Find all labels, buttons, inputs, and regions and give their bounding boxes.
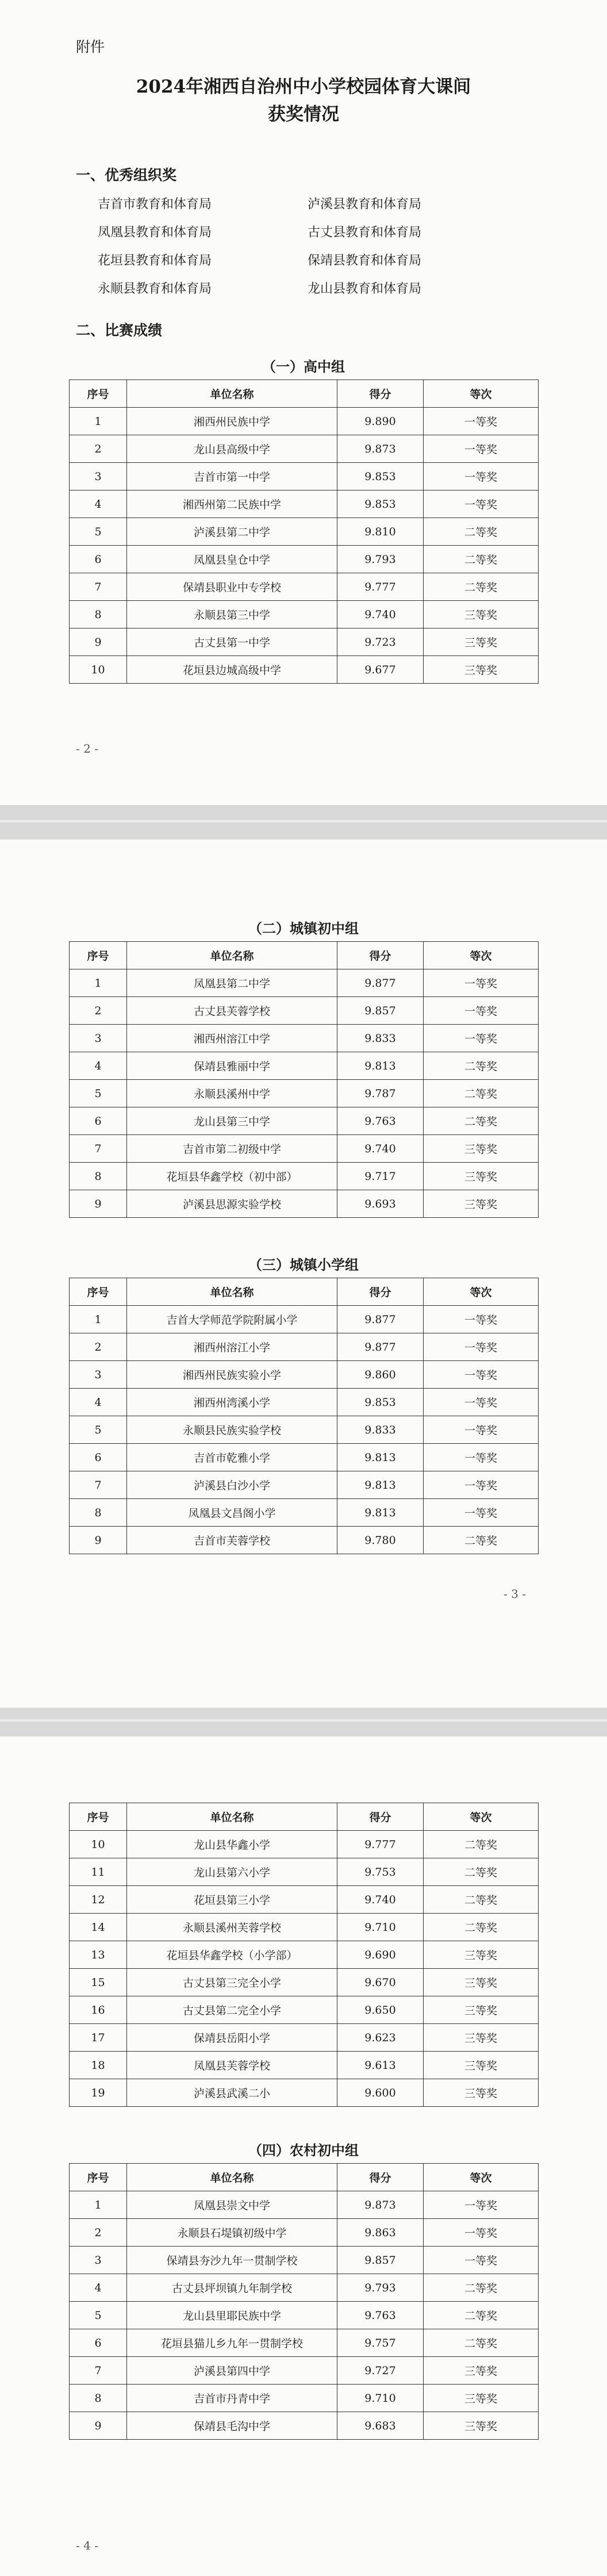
cell-no: 7	[70, 1471, 127, 1499]
cell-score: 9.860	[337, 1361, 424, 1389]
cell-no: 18	[70, 2052, 127, 2079]
cell-no: 10	[70, 1831, 127, 1858]
cell-name: 龙山县第三中学	[127, 1107, 337, 1135]
cell-award: 二等奖	[424, 2302, 539, 2329]
cell-name: 凤凰县芙蓉学校	[127, 2052, 337, 2079]
cell-no: 4	[70, 1052, 127, 1080]
table-row	[70, 1996, 539, 2024]
cell-score: 9.683	[337, 2412, 424, 2440]
cell-award: 二等奖	[424, 1886, 539, 1914]
cell-name: 永顺县石堤镇初级中学	[127, 2219, 337, 2247]
table-row	[70, 601, 539, 628]
cell-no: 13	[70, 1941, 127, 1969]
cell-award: 三等奖	[424, 1996, 539, 2024]
cell-no: 9	[70, 1527, 127, 1554]
header-award: 等次	[424, 380, 539, 408]
table-row	[70, 435, 539, 463]
cell-name: 湘西州溶江小学	[127, 1333, 337, 1361]
cell-score: 9.777	[337, 1831, 424, 1858]
cell-award: 一等奖	[424, 2191, 539, 2219]
table-row	[70, 2247, 539, 2274]
cell-no: 11	[70, 1858, 127, 1886]
cell-score: 9.723	[337, 628, 424, 656]
cell-no: 6	[70, 546, 127, 573]
cell-score: 9.813	[337, 1052, 424, 1080]
cell-no: 4	[70, 490, 127, 518]
table-row	[70, 628, 539, 656]
cell-score: 9.777	[337, 573, 424, 601]
header-score: 得分	[337, 2164, 424, 2191]
header-award: 等次	[424, 1803, 539, 1831]
cell-award: 二等奖	[424, 1080, 539, 1107]
cell-award: 二等奖	[424, 546, 539, 573]
cell-award: 一等奖	[424, 1499, 539, 1527]
cell-award: 一等奖	[424, 2219, 539, 2247]
cell-no: 4	[70, 1389, 127, 1416]
cell-no: 4	[70, 2274, 127, 2302]
cell-name: 凤凰县第二中学	[127, 969, 337, 997]
cell-name: 吉首市芙蓉学校	[127, 1527, 337, 1554]
cell-award: 三等奖	[424, 1163, 539, 1190]
cell-no: 6	[70, 2329, 127, 2357]
caption-town-junior: （二）城镇初中组	[248, 920, 359, 937]
table-row	[70, 1941, 539, 1969]
cell-name: 龙山县高级中学	[127, 435, 337, 463]
cell-name: 永顺县溪州芙蓉学校	[127, 1914, 337, 1941]
header-name: 单位名称	[127, 942, 337, 969]
table-row	[70, 1416, 539, 1444]
page-separator	[0, 820, 607, 822]
cell-name: 花垣县猫儿乡九年一贯制学校	[127, 2329, 337, 2357]
cell-no: 3	[70, 1361, 127, 1389]
cell-name: 吉首市第一中学	[127, 463, 337, 490]
header-score: 得分	[337, 380, 424, 408]
cell-no: 2	[70, 2219, 127, 2247]
table-row	[70, 1306, 539, 1333]
caption-rural-junior: （四）农村初中组	[248, 2142, 359, 2159]
header-no: 序号	[70, 942, 127, 969]
cell-score: 9.600	[337, 2079, 424, 2107]
table-town-junior	[69, 941, 539, 1218]
cell-name: 泸溪县第四中学	[127, 2357, 337, 2385]
cell-score: 9.857	[337, 997, 424, 1025]
cell-name: 泸溪县思源实验学校	[127, 1190, 337, 1218]
cell-award: 三等奖	[424, 628, 539, 656]
cell-score: 9.757	[337, 2329, 424, 2357]
cell-award: 三等奖	[424, 2357, 539, 2385]
header-name: 单位名称	[127, 1803, 337, 1831]
cell-score: 9.623	[337, 2024, 424, 2052]
table-header-row	[70, 1278, 539, 1306]
org-item: 花垣县教育和体育局	[98, 254, 212, 268]
cell-award: 一等奖	[424, 1416, 539, 1444]
table-town-primary-continued	[69, 1803, 539, 2107]
cell-name: 保靖县毛沟中学	[127, 2412, 337, 2440]
cell-no: 6	[70, 1444, 127, 1471]
cell-name: 古丈县第三完全小学	[127, 1969, 337, 1996]
cell-no: 3	[70, 463, 127, 490]
cell-award: 三等奖	[424, 2412, 539, 2440]
table-row	[70, 656, 539, 684]
org-item: 吉首市教育和体育局	[98, 197, 212, 212]
cell-score: 9.873	[337, 435, 424, 463]
table-header-row	[70, 1803, 539, 1831]
cell-score: 9.813	[337, 1499, 424, 1527]
cell-name: 花垣县边城高级中学	[127, 656, 337, 684]
table-row	[70, 408, 539, 435]
cell-score: 9.650	[337, 1996, 424, 2024]
cell-name: 凤凰县文昌阁小学	[127, 1499, 337, 1527]
cell-award: 一等奖	[424, 1361, 539, 1389]
cell-no: 7	[70, 2357, 127, 2385]
attachment-label: 附件	[76, 39, 105, 55]
cell-no: 9	[70, 628, 127, 656]
caption-town-primary: （三）城镇小学组	[248, 1256, 359, 1273]
cell-no: 5	[70, 518, 127, 546]
org-item: 保靖县教育和体育局	[308, 254, 422, 268]
header-award: 等次	[424, 1278, 539, 1306]
table-rural-junior	[69, 2163, 539, 2440]
cell-name: 凤凰县皇仓中学	[127, 546, 337, 573]
cell-score: 9.833	[337, 1416, 424, 1444]
cell-score: 9.763	[337, 2302, 424, 2329]
cell-award: 二等奖	[424, 1831, 539, 1858]
cell-score: 9.890	[337, 408, 424, 435]
cell-award: 一等奖	[424, 1025, 539, 1052]
cell-no: 14	[70, 1914, 127, 1941]
cell-no: 2	[70, 1333, 127, 1361]
cell-name: 花垣县华鑫学校（初中部）	[127, 1163, 337, 1190]
page-number: - 4 -	[76, 2539, 98, 2552]
cell-no: 12	[70, 1886, 127, 1914]
table-town-primary	[69, 1278, 539, 1554]
org-award-list	[98, 194, 428, 297]
cell-name: 永顺县第三中学	[127, 601, 337, 628]
cell-award: 二等奖	[424, 2329, 539, 2357]
table-row	[70, 1914, 539, 1941]
cell-name: 保靖县雅丽中学	[127, 1052, 337, 1080]
cell-award: 一等奖	[424, 1444, 539, 1471]
table-row	[70, 1499, 539, 1527]
table-row	[70, 1969, 539, 1996]
page-2	[0, 839, 607, 1708]
cell-name: 吉首市第二初级中学	[127, 1135, 337, 1163]
cell-score: 9.710	[337, 2385, 424, 2412]
cell-award: 二等奖	[424, 1914, 539, 1941]
cell-name: 古丈县第二完全小学	[127, 1996, 337, 2024]
cell-award: 二等奖	[424, 2274, 539, 2302]
cell-name: 花垣县华鑫学校（小学部）	[127, 1941, 337, 1969]
cell-award: 一等奖	[424, 1333, 539, 1361]
cell-score: 9.863	[337, 2219, 424, 2247]
cell-award: 二等奖	[424, 518, 539, 546]
table-row	[70, 2219, 539, 2247]
cell-score: 9.710	[337, 1914, 424, 1941]
header-no: 序号	[70, 1803, 127, 1831]
cell-score: 9.813	[337, 1444, 424, 1471]
cell-award: 一等奖	[424, 1471, 539, 1499]
page-number: - 2 -	[76, 742, 98, 756]
org-item: 永顺县教育和体育局	[98, 282, 212, 296]
cell-no: 7	[70, 1135, 127, 1163]
cell-no: 8	[70, 1499, 127, 1527]
header-no: 序号	[70, 2164, 127, 2191]
header-name: 单位名称	[127, 1278, 337, 1306]
cell-score: 9.877	[337, 1306, 424, 1333]
cell-name: 泸溪县武溪二小	[127, 2079, 337, 2107]
cell-score: 9.813	[337, 1471, 424, 1499]
cell-award: 三等奖	[424, 1190, 539, 1218]
cell-no: 3	[70, 1025, 127, 1052]
cell-name: 永顺县溪州中学	[127, 1080, 337, 1107]
cell-award: 二等奖	[424, 1052, 539, 1080]
cell-award: 一等奖	[424, 408, 539, 435]
cell-name: 泸溪县白沙小学	[127, 1471, 337, 1499]
table-row	[70, 490, 539, 518]
cell-name: 古丈县芙蓉学校	[127, 997, 337, 1025]
cell-name: 古丈县第一中学	[127, 628, 337, 656]
table-row	[70, 1361, 539, 1389]
cell-award: 一等奖	[424, 1306, 539, 1333]
cell-score: 9.727	[337, 2357, 424, 2385]
cell-score: 9.833	[337, 1025, 424, 1052]
cell-no: 2	[70, 997, 127, 1025]
cell-award: 一等奖	[424, 997, 539, 1025]
table-header-row	[70, 2164, 539, 2191]
cell-award: 一等奖	[424, 435, 539, 463]
cell-score: 9.853	[337, 463, 424, 490]
cell-award: 一等奖	[424, 2247, 539, 2274]
cell-score: 9.753	[337, 1858, 424, 1886]
header-award: 等次	[424, 942, 539, 969]
table-high-school	[69, 379, 539, 684]
cell-score: 9.873	[337, 2191, 424, 2219]
table-row	[70, 1886, 539, 1914]
cell-award: 二等奖	[424, 1858, 539, 1886]
cell-no: 7	[70, 573, 127, 601]
cell-name: 湘西州民族中学	[127, 408, 337, 435]
cell-name: 凤凰县崇文中学	[127, 2191, 337, 2219]
cell-award: 三等奖	[424, 2052, 539, 2079]
cell-name: 龙山县华鑫小学	[127, 1831, 337, 1858]
cell-score: 9.853	[337, 490, 424, 518]
cell-award: 三等奖	[424, 1135, 539, 1163]
cell-name: 龙山县第六小学	[127, 1858, 337, 1886]
cell-no: 9	[70, 2412, 127, 2440]
cell-name: 保靖县夯沙九年一贯制学校	[127, 2247, 337, 2274]
cell-award: 一等奖	[424, 1389, 539, 1416]
cell-no: 8	[70, 2385, 127, 2412]
cell-score: 9.787	[337, 1080, 424, 1107]
table-row	[70, 2412, 539, 2440]
table-row	[70, 2329, 539, 2357]
cell-award: 三等奖	[424, 1941, 539, 1969]
header-no: 序号	[70, 380, 127, 408]
cell-name: 泸溪县第二中学	[127, 518, 337, 546]
cell-award: 二等奖	[424, 1107, 539, 1135]
cell-score: 9.780	[337, 1527, 424, 1554]
table-row	[70, 1527, 539, 1554]
cell-name: 吉首市乾雅小学	[127, 1444, 337, 1471]
cell-award: 一等奖	[424, 463, 539, 490]
cell-award: 一等奖	[424, 490, 539, 518]
cell-score: 9.857	[337, 2247, 424, 2274]
page-1	[0, 0, 607, 805]
cell-name: 湘西州第二民族中学	[127, 490, 337, 518]
table-row	[70, 2357, 539, 2385]
table-row	[70, 1333, 539, 1361]
cell-score: 9.853	[337, 1389, 424, 1416]
header-name: 单位名称	[127, 2164, 337, 2191]
page-separator	[0, 1719, 607, 1722]
cell-score: 9.717	[337, 1163, 424, 1190]
table-row	[70, 2024, 539, 2052]
section-heading-results: 二、比赛成绩	[76, 322, 163, 339]
table-row	[70, 1389, 539, 1416]
table-row	[70, 1107, 539, 1135]
org-item: 泸溪县教育和体育局	[308, 197, 422, 212]
table-row	[70, 1471, 539, 1499]
cell-name: 吉首大学师范学院附属小学	[127, 1306, 337, 1333]
org-item: 古丈县教育和体育局	[308, 225, 422, 240]
cell-score: 9.810	[337, 518, 424, 546]
page-number: - 3 -	[504, 1587, 526, 1601]
cell-score: 9.740	[337, 1135, 424, 1163]
cell-award: 三等奖	[424, 2385, 539, 2412]
cell-no: 6	[70, 1107, 127, 1135]
cell-award: 三等奖	[424, 2024, 539, 2052]
table-row	[70, 2302, 539, 2329]
cell-no: 1	[70, 408, 127, 435]
header-no: 序号	[70, 1278, 127, 1306]
header-score: 得分	[337, 1278, 424, 1306]
cell-award: 三等奖	[424, 656, 539, 684]
table-row	[70, 1025, 539, 1052]
table-row	[70, 1858, 539, 1886]
cell-no: 15	[70, 1969, 127, 1996]
table-header-row	[70, 942, 539, 969]
cell-no: 5	[70, 1080, 127, 1107]
header-name: 单位名称	[127, 380, 337, 408]
cell-no: 10	[70, 656, 127, 684]
cell-name: 湘西州湾溪小学	[127, 1389, 337, 1416]
cell-name: 吉首市丹青中学	[127, 2385, 337, 2412]
cell-award: 三等奖	[424, 1969, 539, 1996]
cell-no: 5	[70, 1416, 127, 1444]
cell-name: 永顺县民族实验学校	[127, 1416, 337, 1444]
table-row	[70, 2191, 539, 2219]
cell-score: 9.670	[337, 1969, 424, 1996]
cell-name: 保靖县职业中专学校	[127, 573, 337, 601]
table-row	[70, 1190, 539, 1218]
table-row	[70, 518, 539, 546]
cell-award: 三等奖	[424, 2079, 539, 2107]
cell-score: 9.613	[337, 2052, 424, 2079]
cell-no: 1	[70, 2191, 127, 2219]
cell-no: 9	[70, 1190, 127, 1218]
cell-no: 1	[70, 969, 127, 997]
table-row	[70, 2052, 539, 2079]
table-row	[70, 1135, 539, 1163]
cell-score: 9.677	[337, 656, 424, 684]
cell-name: 花垣县第三小学	[127, 1886, 337, 1914]
cell-award: 二等奖	[424, 573, 539, 601]
table-row	[70, 1831, 539, 1858]
table-row	[70, 463, 539, 490]
cell-score: 9.693	[337, 1190, 424, 1218]
cell-award: 二等奖	[424, 1527, 539, 1554]
header-award: 等次	[424, 2164, 539, 2191]
header-score: 得分	[337, 1803, 424, 1831]
section-heading-org-award: 一、优秀组织奖	[76, 167, 177, 183]
table-row	[70, 1052, 539, 1080]
cell-score: 9.877	[337, 969, 424, 997]
caption-high-school: （一）高中组	[262, 358, 345, 375]
cell-name: 湘西州民族实验小学	[127, 1361, 337, 1389]
cell-award: 三等奖	[424, 601, 539, 628]
table-row	[70, 969, 539, 997]
cell-no: 2	[70, 435, 127, 463]
table-row	[70, 573, 539, 601]
cell-no: 5	[70, 2302, 127, 2329]
document-title-line2: 获奖情况	[268, 104, 339, 125]
table-row	[70, 2385, 539, 2412]
cell-score: 9.793	[337, 2274, 424, 2302]
table-row	[70, 546, 539, 573]
cell-award: 一等奖	[424, 969, 539, 997]
cell-no: 8	[70, 1163, 127, 1190]
cell-name: 湘西州溶江中学	[127, 1025, 337, 1052]
table-row	[70, 1163, 539, 1190]
table-row	[70, 2274, 539, 2302]
cell-score: 9.690	[337, 1941, 424, 1969]
cell-no: 17	[70, 2024, 127, 2052]
cell-score: 9.740	[337, 1886, 424, 1914]
page-3	[0, 1736, 607, 2576]
cell-score: 9.877	[337, 1333, 424, 1361]
table-row	[70, 997, 539, 1025]
cell-name: 古丈县坪坝镇九年制学校	[127, 2274, 337, 2302]
org-item: 凤凰县教育和体育局	[98, 225, 212, 240]
cell-score: 9.793	[337, 546, 424, 573]
document-title-line1: 2024年湘西自治州中小学校园体育大课间	[136, 76, 471, 97]
cell-no: 16	[70, 1996, 127, 2024]
header-score: 得分	[337, 942, 424, 969]
cell-score: 9.740	[337, 601, 424, 628]
table-header-row	[70, 380, 539, 408]
cell-score: 9.763	[337, 1107, 424, 1135]
table-row	[70, 1444, 539, 1471]
cell-name: 保靖县岳阳小学	[127, 2024, 337, 2052]
cell-no: 1	[70, 1306, 127, 1333]
org-item: 龙山县教育和体育局	[308, 282, 422, 296]
table-row	[70, 1080, 539, 1107]
cell-name: 龙山县里耶民族中学	[127, 2302, 337, 2329]
cell-no: 3	[70, 2247, 127, 2274]
cell-no: 19	[70, 2079, 127, 2107]
cell-no: 8	[70, 601, 127, 628]
table-row	[70, 2079, 539, 2107]
